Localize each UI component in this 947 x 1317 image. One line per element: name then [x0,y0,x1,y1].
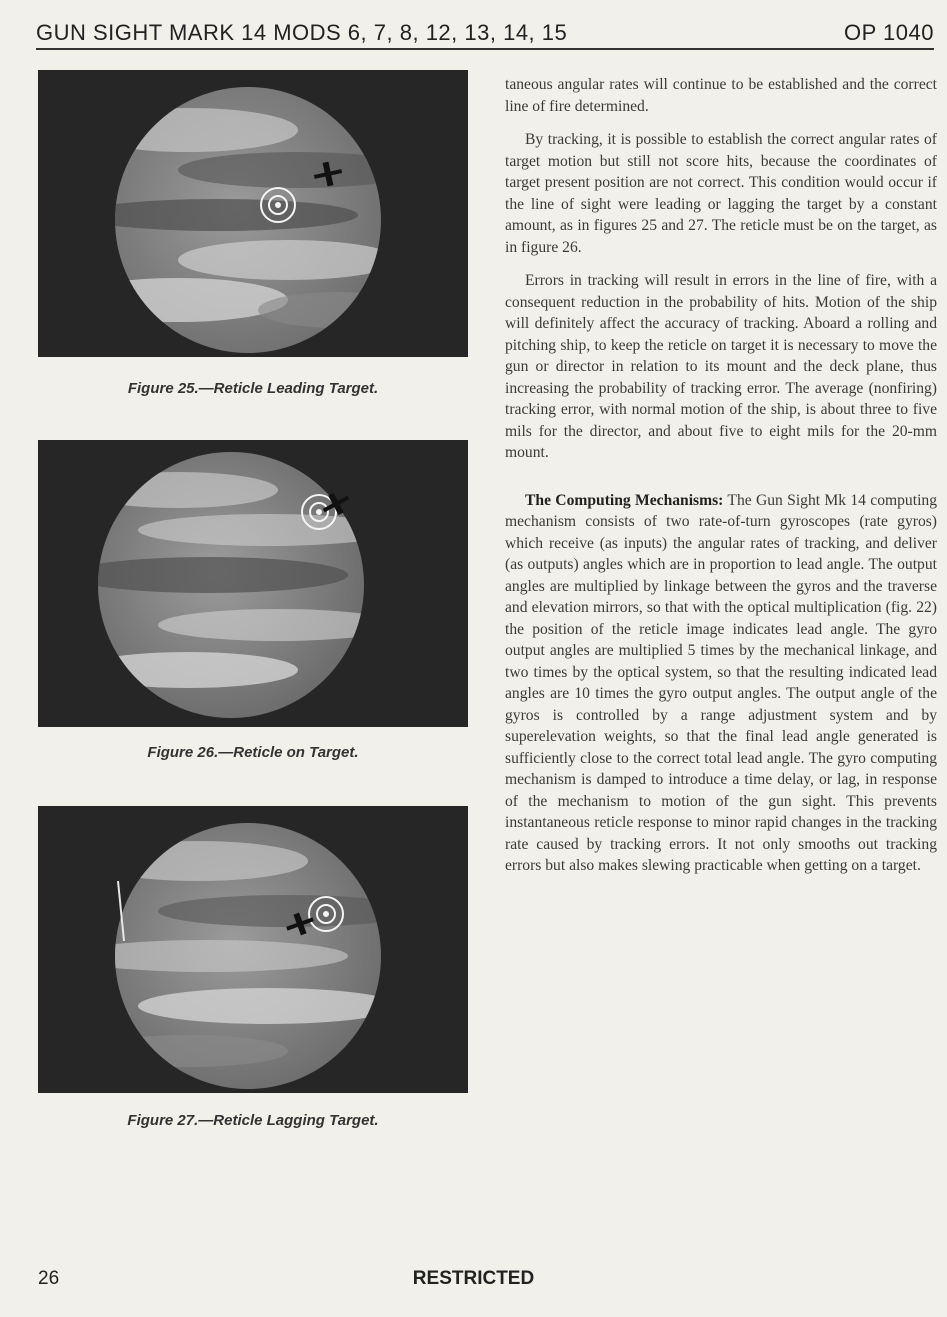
section-body: The Gun Sight Mk 14 computing mechanism consists of two rate-of-turn gyroscopes (rate gyros) which receive (as inputs) the angular rates of tracking, and deliver (as outputs) angles which are in proportion to lead angle. The output angles are multiplied by linkage between the gyros and the traverse and elevation mirrors, so that with the optical multiplication (fig. 22) the position of the reticle image indicates lead angle. The gyro output angles are multiplied 5 times by the mechanical linkage, and two times by the optical system, so that the resulting indicated lead angles are 10 times the gyro output angles. The output angle of the gyros is controlled by a range adjustment system and by superelevation weights, so that the final lead angle generated is sufficiently close to the correct total lead angle. The gyro computing mechanism is damped to introduce a time delay, or lag, in response of the mechanism to motion of the gun sight. This prevents instantaneous reticle response to minor rapid changes in the tracking rate caused by tracking errors. It not only smooths out tracking errors but also makes slewing practicable when getting on a target. [505,491,937,874]
figure-27-photo [38,806,468,1093]
figure-26-caption: Figure 26.—Reticle on Target. [147,744,359,761]
figure-25-caption: Figure 25.—Reticle Leading Target. [127,380,379,397]
page-header [36,18,934,50]
paragraph-continuation: taneous angular rates will continue to be established and the correct line of fire determined. [505,76,937,115]
paragraph-tracking-errors: Errors in tracking will result in errors in the line of fire, with a consequent reduction in the probability of hits. Motion of the ship will definitely affect the accuracy of tracking. Aboard a rolling and pitching ship, to keep the reticle on target it is necessary to move the gun or director in relation to its mount and the deck plane, thus increasing the probability of tracking error. The average (nonfiring) tracking error, with normal motion of the ship, is about three to five mils for the director, and about five to eight mils for the 20-mm mount. [505,272,937,461]
document-code: OP 1040 [844,20,934,45]
body-text-column [505,74,937,889]
paragraph-computing-mechanisms [505,490,937,877]
paragraph-tracking: By tracking, it is possible to establish the correct angular rates of target motion but still not score hits, because the coordinates of target present position are not correct. This condition would occur if the line of sight were leading or lagging the target by a constant amount, as in figures 25 and 27. The reticle must be on the target, as in figure 26. [505,131,937,256]
security-marking: RESTRICTED [412,1268,535,1289]
figure-26-photo [38,440,468,727]
section-heading: The Computing Mechanisms: [525,491,724,509]
figure-27-caption: Figure 27.—Reticle Lagging Target. [127,1112,379,1129]
page-number: 26 [38,1268,60,1289]
running-title: GUN SIGHT MARK 14 MODS 6, 7, 8, 12, 13, 14, 15 [36,20,568,45]
figure-25-photo [38,70,468,357]
